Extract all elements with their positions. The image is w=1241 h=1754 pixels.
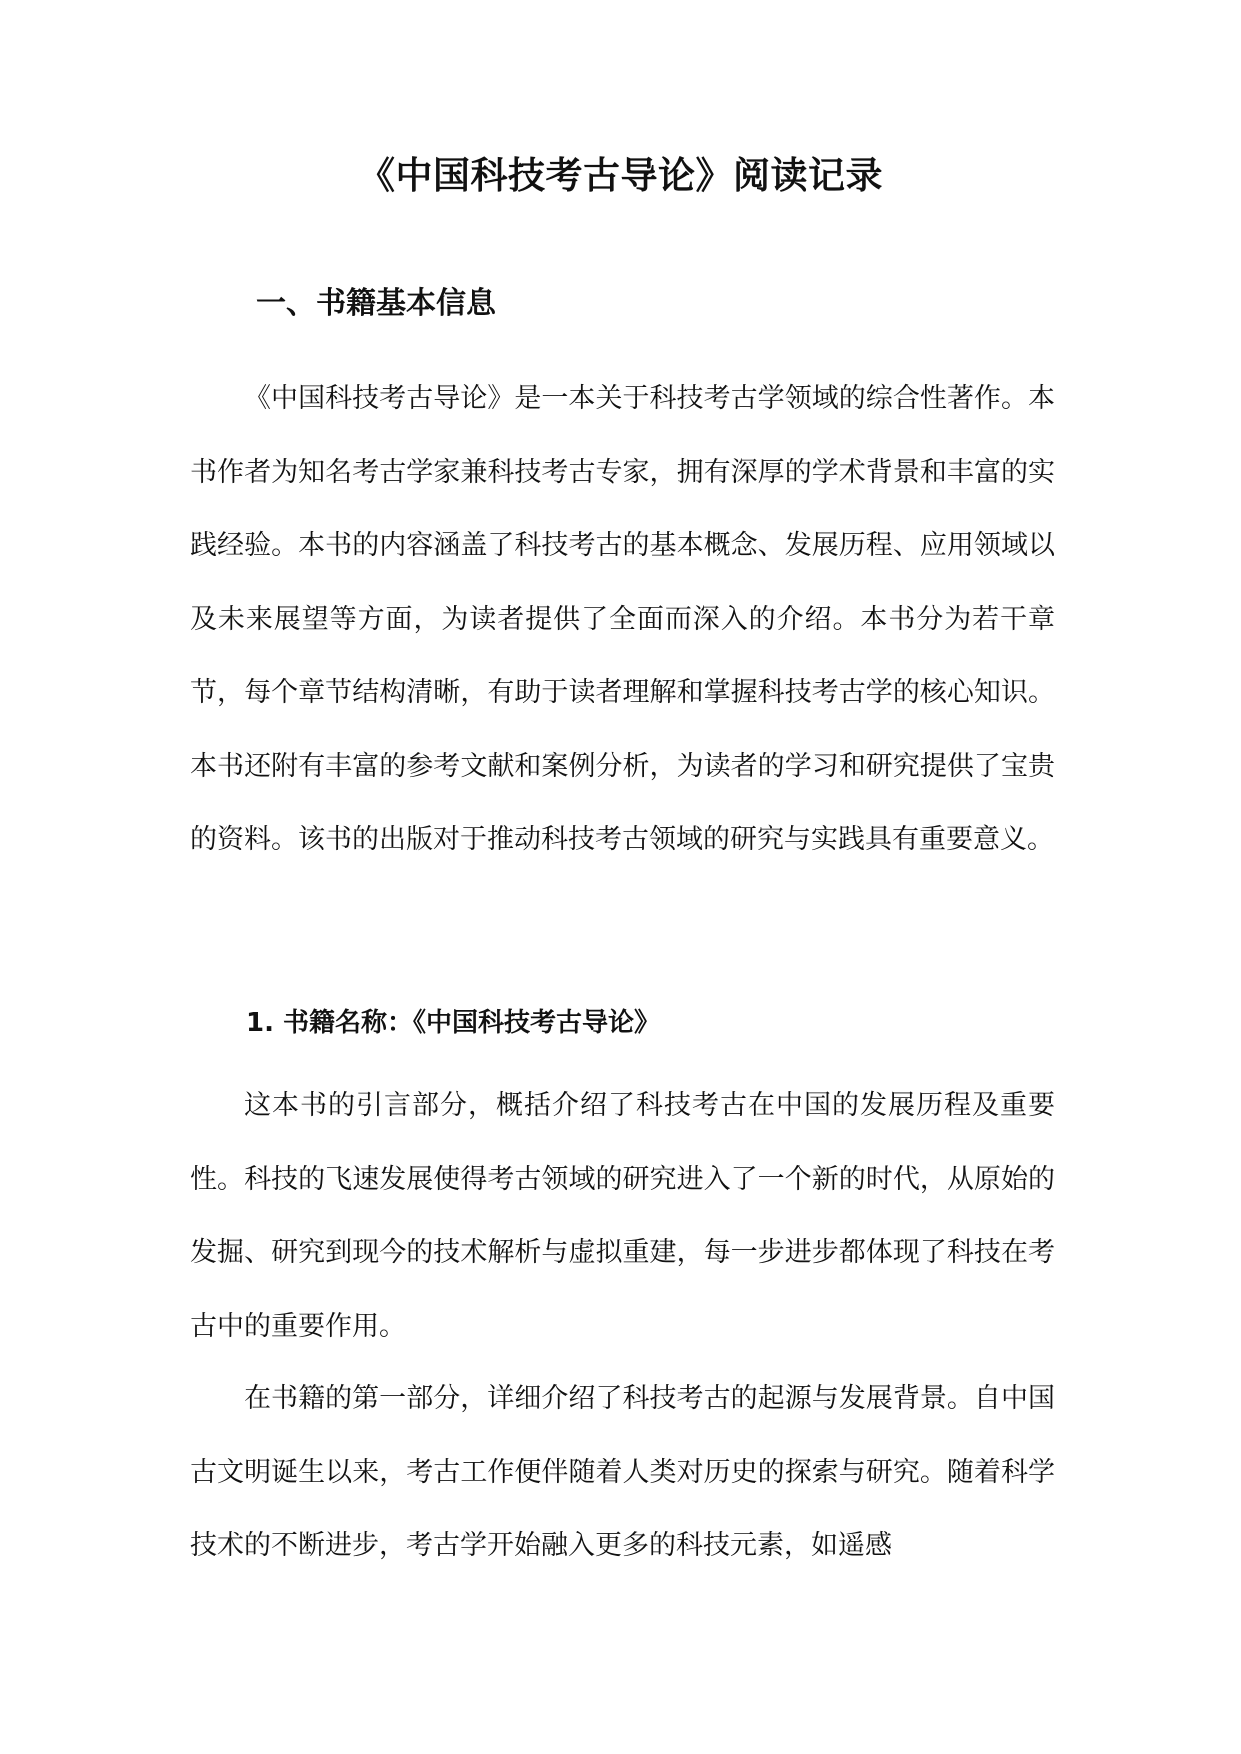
paragraph-introduction: 这本书的引言部分，概括介绍了科技考古在中国的发展历程及重要性。科技的飞速发展使得考古领域的研究进入了一个新的时代，从原始的发掘、研究到现今的技术解析与虚拟重建，每一步进步都体现了科技在考古中的重要作用。 [190, 1090, 1055, 1342]
paragraph-part-one: 在书籍的第一部分，详细介绍了科技考古的起源与发展背景。自中国古文明诞生以来，考古工作便伴随着人类对历史的探索与研究。随着科学技术的不断进步，考古学开始融入更多的科技元素，如遥感 [190, 1383, 1055, 1561]
document-title: 《中国科技考古导论》阅读记录 [358, 154, 883, 197]
section-heading-basic-info: 一、书籍基本信息 [256, 286, 496, 321]
paragraph-book-overview: 《中国科技考古导论》是一本关于科技考古学领域的综合性著作。本书作者为知名考古学家兼科技考古专家，拥有深厚的学术背景和丰富的实践经验。本书的内容涵盖了科技考古的基本概念、发展历程、应用领域以及未来展望等方面，为读者提供了全面而深入的介绍。本书分为若干章节，每个章节结构清晰，有助于读者理解和掌握科技考古学的核心知识。本书还附有丰富的参考文献和案例分析，为读者的学习和研究提供了宝贵的资料。该书的出版对于推动科技考古领域的研究与实践具有重要意义。 [190, 383, 1055, 855]
subheading-book-name: 1. 书籍名称：《中国科技考古导论》 [246, 1008, 661, 1038]
